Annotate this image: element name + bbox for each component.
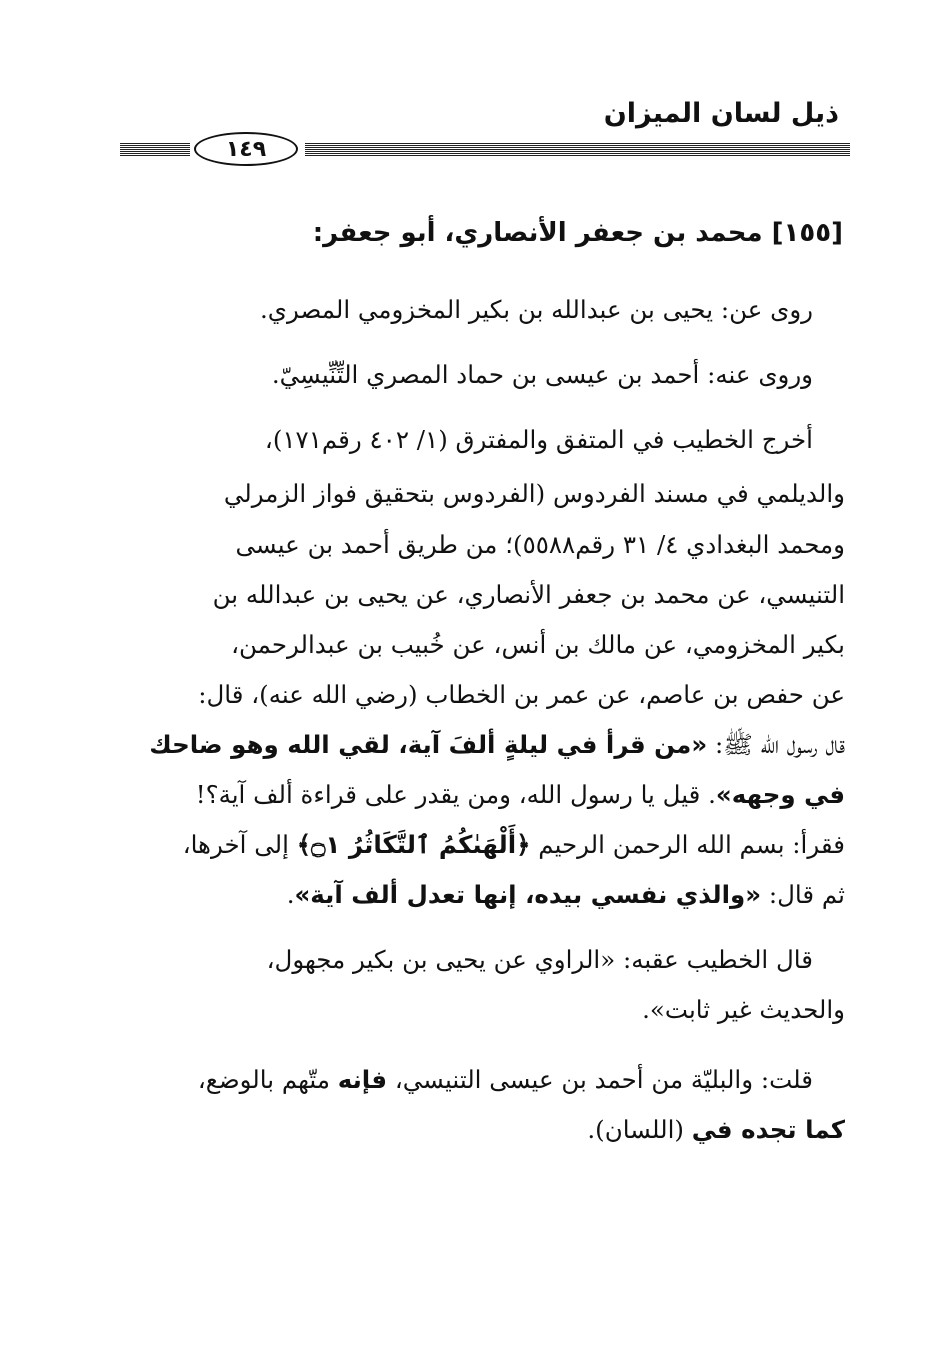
hadith-line-3	[120, 830, 845, 859]
book-title: ذيل لسان الميزان	[603, 98, 839, 129]
header-rule-left	[120, 142, 190, 156]
conclusion-a: قلت: والبليّة من أحمد بن عيسى التنيسي،	[387, 1065, 813, 1094]
hadith-period: .	[286, 880, 295, 909]
hadith-intro: قال رسول الله ﷺ:	[707, 730, 845, 759]
conclusion-b: متّهم بالوضع،	[197, 1065, 338, 1094]
hadith-then-said: ثم قال:	[761, 880, 845, 909]
conclusion-line-2	[120, 1115, 845, 1144]
hadith-to-end: إلى آخرها،	[182, 830, 297, 859]
body-line-4: التنيسي، عن محمد بن جعفر الأنصاري، عن يحيى بن عبدالله بن	[212, 580, 845, 609]
body-line-6: عن حفص بن عاصم، عن عمر بن الخطاب (رضي الله عنه)، قال:	[198, 680, 845, 709]
body-line-1: أخرج الخطيب في المتفق والمفترق (١/ ٤٠٢ رقم١٧١)،	[264, 425, 813, 454]
conclusion-ref-bold: كما تجده في	[691, 1115, 845, 1144]
hadith-text-a: «من قرأ في ليلةٍ ألفَ آية، لقي الله وهو ضاحك	[149, 730, 708, 759]
narrated-by: وروى عنه: أحمد بن عيسى بن حماد المصري التِّنِّيسِيّ.	[271, 360, 813, 389]
page-number: ١٤٩	[194, 132, 298, 166]
body-line-2: والديلمي في مسند الفردوس (الفردوس بتحقيق فواز الزمرلي	[223, 479, 845, 508]
conclusion-line-1	[120, 1065, 813, 1094]
khatib-line-1: قال الخطيب عقبه: «الراوي عن يحيى بن بكير مجهول،	[266, 945, 813, 974]
hadith-line-4	[120, 880, 845, 909]
hadith-line-2	[120, 780, 845, 809]
body-line-3: ومحمد البغدادي ٤/ ٣١ رقم٥٥٨٨)؛ من طريق أحمد بن عيسى	[235, 530, 845, 559]
narrated-from: روى عن: يحيى بن عبدالله بن بكير المخزومي المصري.	[259, 295, 813, 324]
hadith-question: . قيل يا رسول الله، ومن يقدر على قراءة ألف آية؟!	[195, 780, 716, 809]
hadith-basmala: فقرأ: بسم الله الرحمن الرحيم	[530, 830, 845, 859]
hadith-text-b: في وجهه»	[715, 780, 845, 809]
hadith-text-c: «والذي نفسي بيده، إنها تعدل ألف آية»	[294, 880, 762, 909]
quran-verse: ﴿أَلْهَىٰكُمُ ٱلتَّكَاثُرُ ۝١﴾	[296, 830, 531, 859]
khatib-line-2: والحديث غير ثابت».	[642, 995, 845, 1024]
header-rule-right	[305, 142, 850, 156]
entry-title: [١٥٥] محمد بن جعفر الأنصاري، أبو جعفر:	[312, 218, 843, 248]
conclusion-ref: (اللسان).	[587, 1115, 692, 1144]
hadith-line-1	[120, 730, 845, 759]
conclusion-bold: فإنه	[337, 1065, 388, 1094]
body-line-5: بكير المخزومي، عن مالك بن أنس، عن خُبيب بن عبدالرحمن،	[231, 630, 845, 659]
